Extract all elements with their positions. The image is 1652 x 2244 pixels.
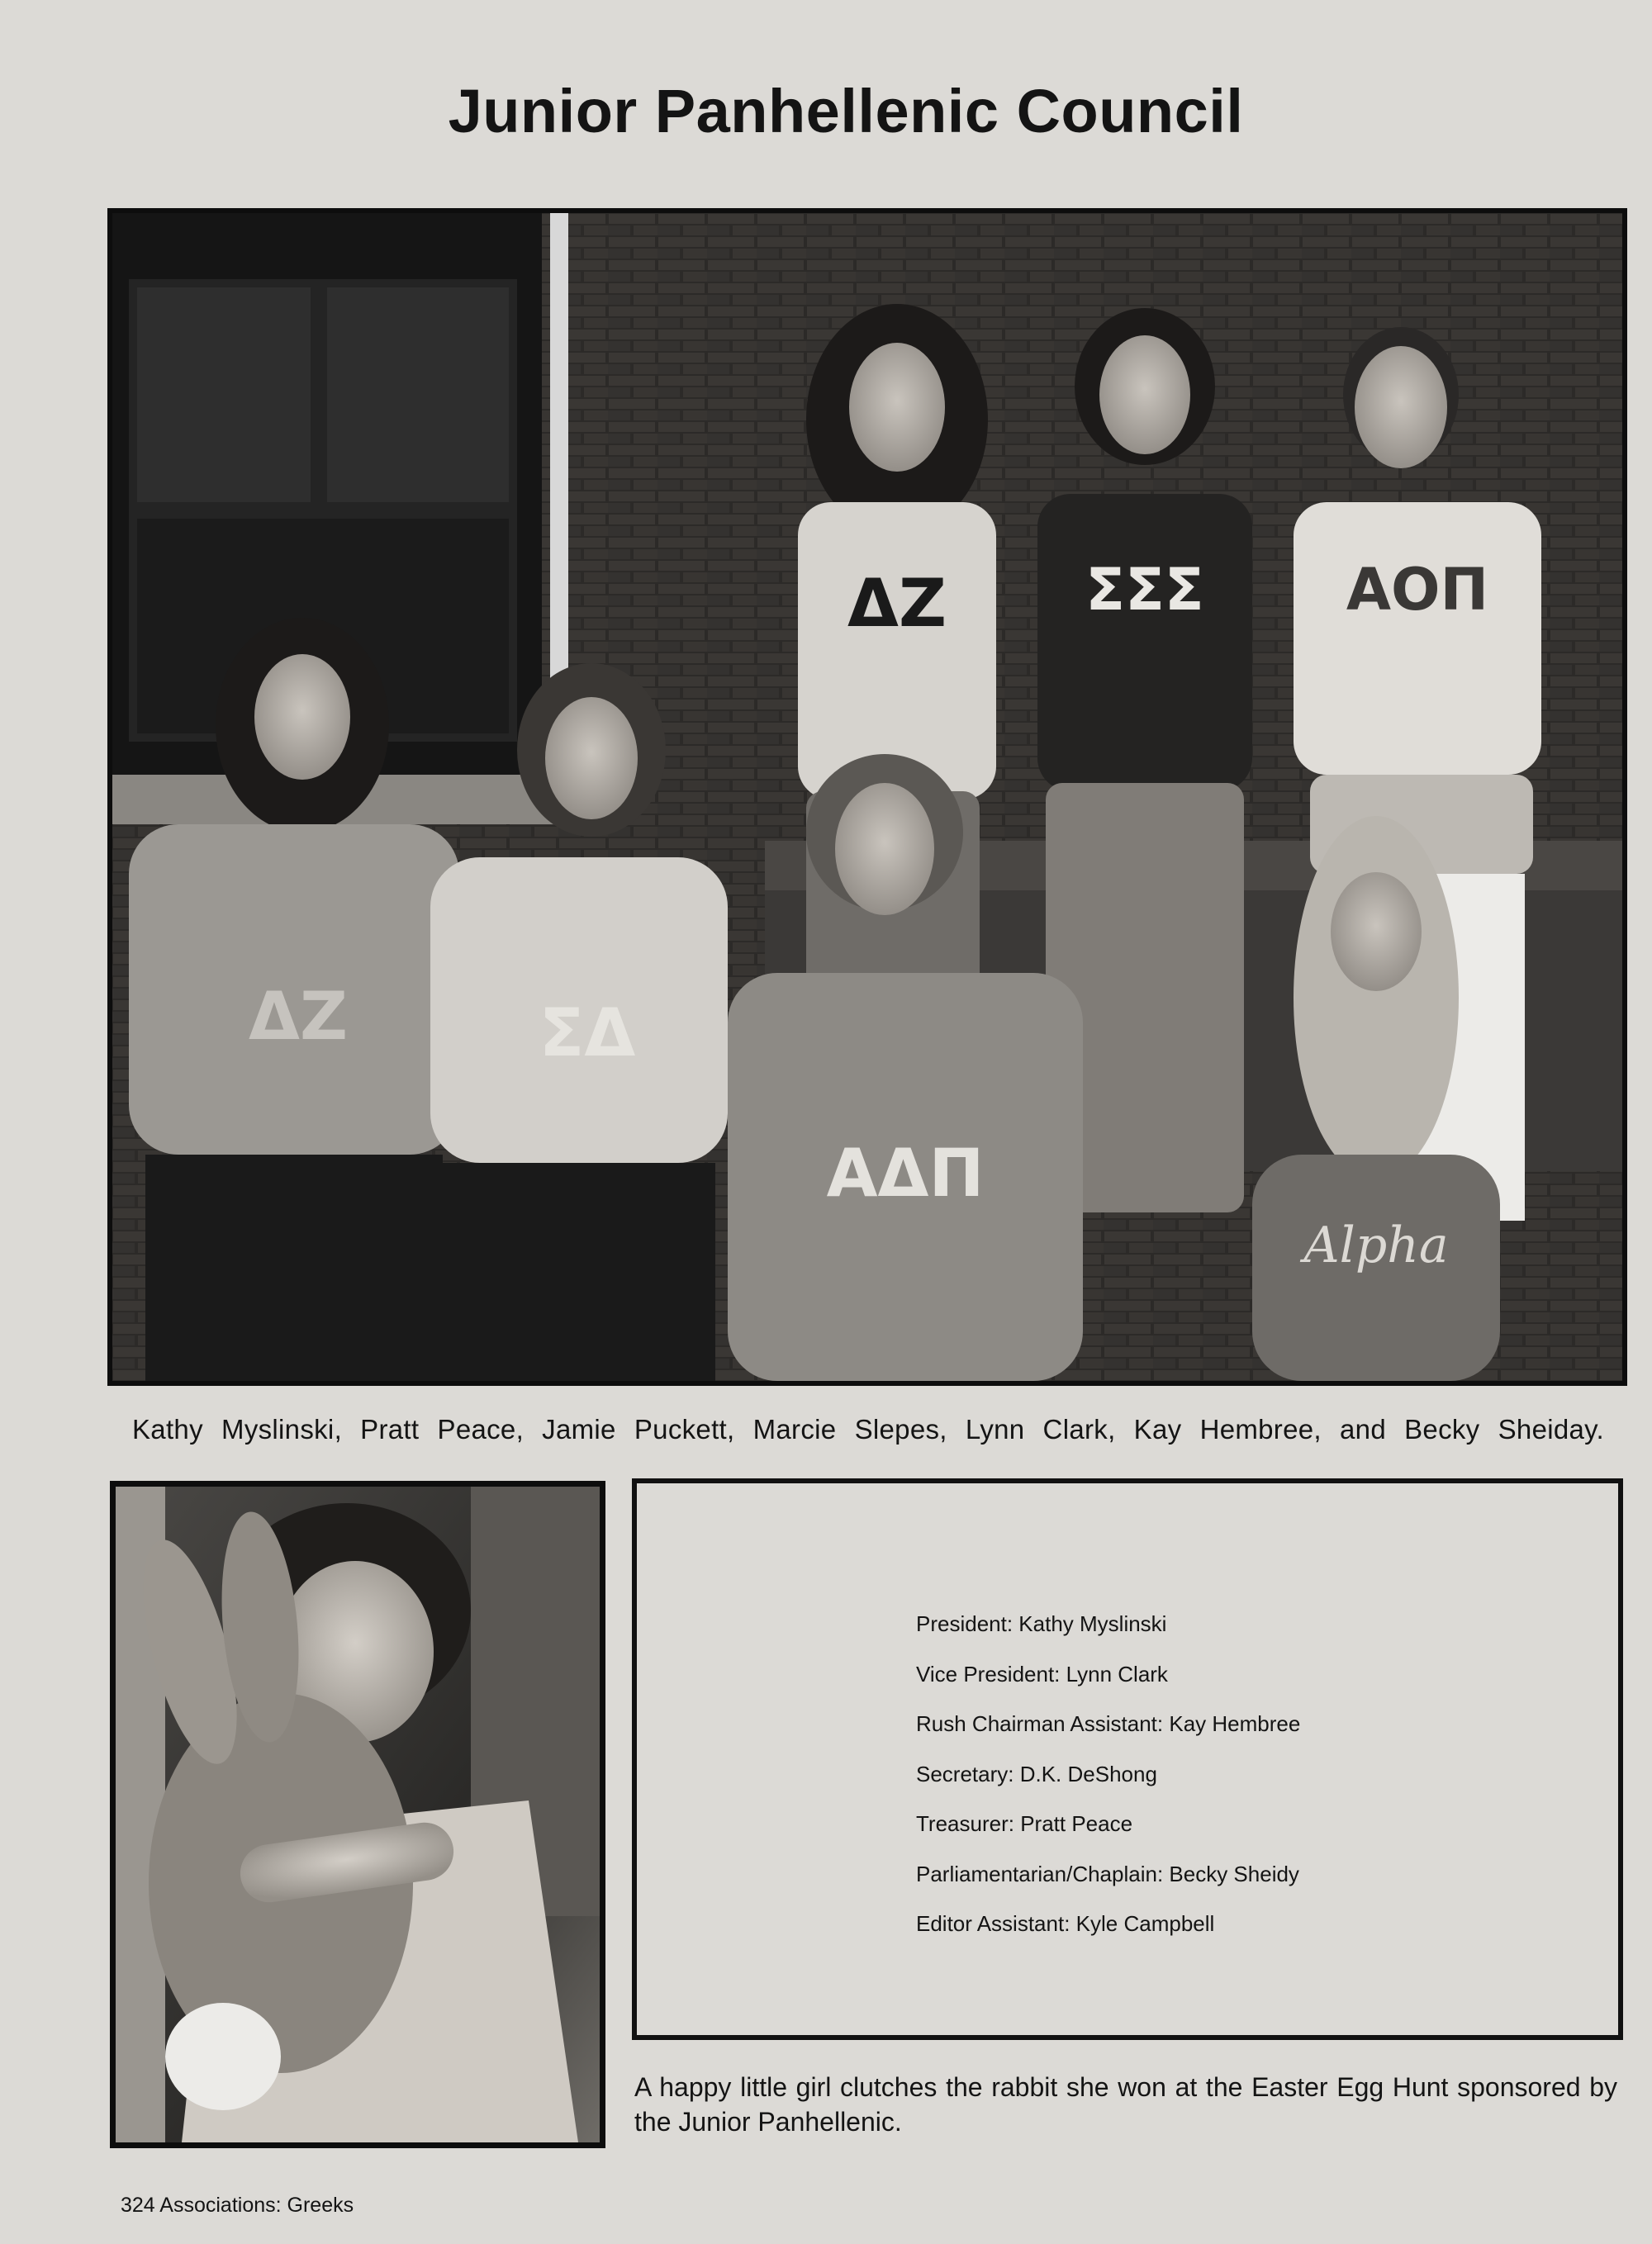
officer-name: D.K. DeShong	[1019, 1761, 1157, 1786]
officer-role: Treasurer	[916, 1811, 1009, 1836]
group-photo-caption: Kathy Myslinski, Pratt Peace, Jamie Puckett, Marcie Slepes, Lynn Clark, Kay Hembree, and Becky Sheiday.	[132, 1414, 1604, 1445]
shirt-letters-5: ΣΔ	[539, 994, 636, 1071]
shirt-letters-3: AOΠ	[1346, 556, 1489, 624]
group-photo	[107, 208, 1627, 1386]
officer-name: Kyle Campbell	[1075, 1911, 1215, 1936]
officer-row: Parliamentarian/Chaplain: Becky Sheidy	[916, 1861, 1299, 1886]
officer-list	[916, 1599, 1300, 1949]
officer-role: Secretary	[916, 1761, 1009, 1786]
officer-row: Treasurer: Pratt Peace	[916, 1811, 1133, 1836]
officer-row: Editor Assistant: Kyle Campbell	[916, 1911, 1215, 1936]
shirt-letters-4: ΔZ	[249, 978, 348, 1055]
page-title: Junior Panhellenic Council	[448, 77, 1244, 145]
officer-box	[632, 1478, 1623, 2040]
girl-photo	[110, 1481, 605, 2148]
shirt-letters-6: AΔΠ	[826, 1135, 985, 1212]
officer-name: Becky Sheidy	[1169, 1861, 1299, 1886]
shirt-letters-7: Alpha	[1303, 1217, 1449, 1274]
girl-photo-caption: A happy little girl clutches the rabbit she won at the Easter Egg Hunt sponsored by the Junior Panhellenic.	[634, 2072, 1617, 2137]
officer-name: Kay Hembree	[1169, 1711, 1301, 1736]
page-footer: 324 Associations: Greeks	[121, 2194, 354, 2217]
officer-row: Vice President: Lynn Clark	[916, 1661, 1168, 1687]
officer-role: President	[916, 1611, 1007, 1636]
officer-row: President: Kathy Myslinski	[916, 1611, 1167, 1636]
officer-name: Lynn Clark	[1066, 1661, 1168, 1687]
officer-name: Pratt Peace	[1020, 1811, 1133, 1836]
shirt-letters-2: ΣΣΣ	[1085, 556, 1204, 624]
officer-name: Kathy Myslinski	[1018, 1611, 1167, 1636]
officer-role: Parliamentarian/Chaplain	[916, 1861, 1157, 1886]
shirt-letters-1: ΔZ	[847, 565, 947, 642]
officer-role: Vice President	[916, 1661, 1055, 1687]
officer-row: Rush Chairman Assistant: Kay Hembree	[916, 1711, 1301, 1736]
officer-row: Secretary: D.K. DeShong	[916, 1761, 1157, 1786]
officer-role: Editor Assistant	[916, 1911, 1065, 1936]
officer-role: Rush Chairman Assistant	[916, 1711, 1157, 1736]
